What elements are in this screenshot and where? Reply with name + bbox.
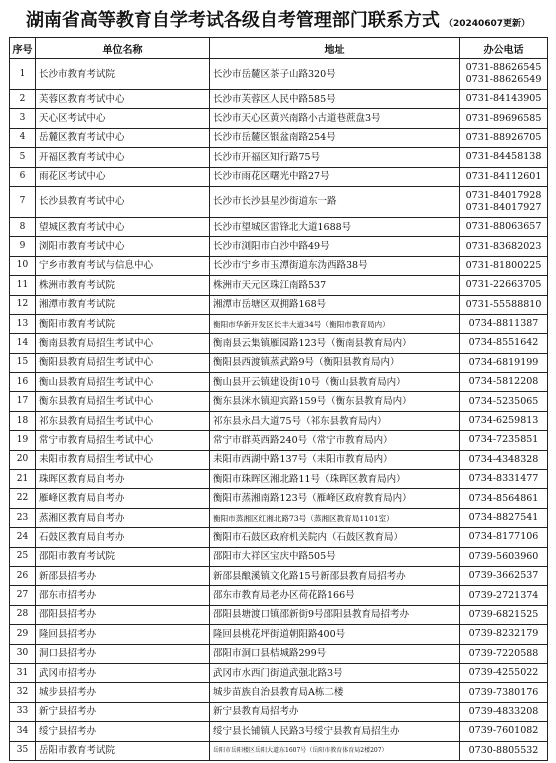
row-unit-name: 邵阳市教育考试院 [36, 547, 210, 566]
row-seq: 30 [10, 644, 36, 663]
row-seq: 13 [10, 314, 36, 333]
row-unit-name: 衡阳市教育考试院 [36, 314, 210, 333]
table-row [10, 644, 548, 663]
table-row [10, 59, 548, 90]
row-phone [460, 702, 548, 721]
row-address: 长沙市岳麓区茶子山路320号 [210, 59, 460, 90]
phone-number: 0731-84017928 [465, 189, 542, 201]
row-phone [460, 109, 548, 128]
row-phone [460, 334, 548, 353]
row-unit-name: 武冈市招考办 [36, 663, 210, 682]
row-unit-name: 邵阳县招考办 [36, 605, 210, 624]
row-address: 长沙市开福区知行路75号 [210, 148, 460, 167]
row-unit-name: 望城区教育考试中心 [36, 217, 210, 236]
table-row [10, 186, 548, 217]
row-unit-name: 邵东市招考办 [36, 586, 210, 605]
row-unit-name: 岳麓区教育考试中心 [36, 128, 210, 147]
row-phone [460, 663, 548, 682]
row-unit-name: 天心区考试中心 [36, 109, 210, 128]
row-address: 长沙市望城区雷锋北大道1688号 [210, 217, 460, 236]
table-row [10, 373, 548, 392]
row-unit-name: 宁乡市教育考试与信息中心 [36, 256, 210, 275]
table-row [10, 148, 548, 167]
row-seq: 2 [10, 90, 36, 109]
row-seq: 33 [10, 702, 36, 721]
phone-number: 0734-6819199 [468, 356, 539, 368]
phone-number: 0731-88626549 [465, 74, 542, 85]
phone-number: 0734-8811387 [468, 318, 539, 330]
row-address: 绥宁县长铺镇人民路3号绥宁县教育局招生办 [210, 722, 460, 741]
table-row [10, 605, 548, 624]
row-phone [460, 353, 548, 372]
row-unit-name: 绥宁县招考办 [36, 722, 210, 741]
row-unit-name: 蒸湘区教育局自考办 [36, 508, 210, 527]
table-row [10, 90, 548, 109]
row-seq: 14 [10, 334, 36, 353]
row-phone [460, 411, 548, 430]
row-seq: 8 [10, 217, 36, 236]
row-phone [460, 431, 548, 450]
row-seq: 35 [10, 741, 36, 760]
phone-number: 0734-8564861 [468, 492, 539, 504]
row-unit-name: 祁东县教育局招生考试中心 [36, 411, 210, 430]
row-address: 衡南县云集镇雁园路123号（衡南县教育局内） [210, 334, 460, 353]
row-seq: 4 [10, 128, 36, 147]
row-seq: 31 [10, 663, 36, 682]
row-phone [460, 605, 548, 624]
row-phone [460, 167, 548, 186]
row-address: 邵东市教育局老办区荷花路166号 [210, 586, 460, 605]
row-phone [460, 128, 548, 147]
row-address: 长沙市岳麓区银盆南路254号 [210, 128, 460, 147]
phone-number: 0739-4255022 [468, 667, 539, 679]
row-address: 衡阳市华新开发区长丰大道34号（衡阳市教育局内） [210, 314, 460, 333]
row-phone [460, 683, 548, 702]
table-row [10, 314, 548, 333]
row-phone [460, 148, 548, 167]
column-header-name: 单位名称 [36, 38, 210, 59]
page-header [0, 6, 556, 34]
phone-number: 0731-84017927 [465, 201, 542, 213]
row-unit-name: 长沙县教育考试中心 [36, 186, 210, 217]
row-unit-name: 隆回县招考办 [36, 625, 210, 644]
table-row [10, 431, 548, 450]
phone-number: 0731-84143905 [465, 93, 542, 105]
row-seq: 26 [10, 566, 36, 585]
phone-number: 0731-84112601 [465, 170, 542, 182]
phone-number: 0734-7235851 [468, 434, 539, 446]
phone-number: 0734-8331477 [468, 473, 539, 485]
row-phone [460, 450, 548, 469]
phone-number: 0734-5812208 [468, 376, 539, 388]
phone-number: 0734-8177106 [468, 531, 539, 543]
row-phone [460, 470, 548, 489]
table-header-row [10, 38, 548, 59]
row-phone [460, 489, 548, 508]
row-phone [460, 59, 548, 90]
row-seq: 22 [10, 489, 36, 508]
row-unit-name: 浏阳市教育考试中心 [36, 237, 210, 256]
table-row [10, 702, 548, 721]
table-row [10, 508, 548, 527]
row-phone [460, 508, 548, 527]
row-address: 新宁县教育局招考办 [210, 702, 460, 721]
row-seq: 27 [10, 586, 36, 605]
table-row [10, 334, 548, 353]
row-address: 邵阳市洞口县桔城路299号 [210, 644, 460, 663]
row-unit-name: 耒阳市教育局招生考试中心 [36, 450, 210, 469]
row-address: 邵阳县塘渡口镇邵新街9号邵阳县教育局招考办 [210, 605, 460, 624]
row-seq: 1 [10, 59, 36, 90]
table-row [10, 450, 548, 469]
row-unit-name: 岳阳市教育考试院 [36, 741, 210, 760]
row-address: 长沙市芙蓉区人民中路585号 [210, 90, 460, 109]
row-unit-name: 石鼓区教育局自考办 [36, 528, 210, 547]
row-address: 株洲市天元区珠江南路537 [210, 276, 460, 295]
row-phone [460, 276, 548, 295]
row-phone [460, 528, 548, 547]
row-phone [460, 314, 548, 333]
phone-number: 0730-8805532 [468, 744, 539, 756]
row-address: 长沙市雨花区曙光中路27号 [210, 167, 460, 186]
row-seq: 32 [10, 683, 36, 702]
row-seq: 16 [10, 373, 36, 392]
row-unit-name: 长沙市教育考试院 [36, 59, 210, 90]
row-seq: 3 [10, 109, 36, 128]
table-row [10, 392, 548, 411]
table-body [10, 59, 548, 761]
row-address: 衡东县洣水镇迎宾路159号（衡东县教育局内） [210, 392, 460, 411]
phone-number: 0731-55588810 [465, 298, 542, 310]
table-row [10, 528, 548, 547]
phone-number: 0739-7601082 [468, 725, 539, 737]
row-seq: 5 [10, 148, 36, 167]
phone-number: 0739-5603960 [468, 550, 539, 562]
table-row [10, 353, 548, 372]
row-address: 长沙市长沙县星沙街道东一路 [210, 186, 460, 217]
table-row [10, 295, 548, 314]
row-unit-name: 衡南县教育局招生考试中心 [36, 334, 210, 353]
row-address: 长沙市宁乡市玉潭街道东沩西路38号 [210, 256, 460, 275]
row-phone [460, 722, 548, 741]
column-header-seq: 序号 [10, 38, 36, 59]
row-seq: 20 [10, 450, 36, 469]
row-address: 湘潭市岳塘区双拥路168号 [210, 295, 460, 314]
row-unit-name: 芙蓉区教育考试中心 [36, 90, 210, 109]
phone-number: 0731-84458138 [465, 151, 542, 163]
phone-number: 0739-7380176 [468, 686, 539, 698]
row-address: 衡山县开云镇建设街10号（衡山县教育局内） [210, 373, 460, 392]
phone-number: 0739-4833208 [468, 705, 539, 717]
row-address: 隆回县桃花坪街道朝阳路400号 [210, 625, 460, 644]
row-address: 耒阳市西湖中路137号（耒阳市教育局内） [210, 450, 460, 469]
row-seq: 19 [10, 431, 36, 450]
row-phone [460, 741, 548, 760]
row-seq: 23 [10, 508, 36, 527]
phone-number: 0731-83682023 [465, 240, 542, 252]
row-phone [460, 547, 548, 566]
phone-number: 0731-88626545 [465, 62, 542, 73]
row-phone [460, 256, 548, 275]
row-seq: 17 [10, 392, 36, 411]
table-row [10, 411, 548, 430]
row-seq: 12 [10, 295, 36, 314]
row-seq: 29 [10, 625, 36, 644]
row-address: 常宁市群英西路240号（常宁市教育局内） [210, 431, 460, 450]
phone-number: 0734-8551642 [468, 337, 539, 349]
phone-number: 0731-88063657 [465, 221, 542, 233]
contact-table [9, 37, 548, 761]
row-seq: 15 [10, 353, 36, 372]
row-unit-name: 珠晖区教育局自考办 [36, 470, 210, 489]
row-unit-name: 湘潭市教育考试院 [36, 295, 210, 314]
row-phone [460, 586, 548, 605]
row-unit-name: 新邵县招考办 [36, 566, 210, 585]
row-seq: 21 [10, 470, 36, 489]
table-row [10, 586, 548, 605]
phone-number: 0739-3662537 [468, 570, 539, 582]
row-address: 衡阳县西渡镇蒸武路9号（衡阳县教育局内） [210, 353, 460, 372]
row-address: 新邵县酿溪镇文化路15号新邵县教育局招考办 [210, 566, 460, 585]
phone-number: 0739-7220588 [468, 647, 539, 659]
row-phone [460, 237, 548, 256]
phone-number: 0734-6259813 [468, 415, 539, 427]
row-address: 衡阳市石鼓区政府机关院内（石鼓区教育局） [210, 528, 460, 547]
row-phone [460, 295, 548, 314]
phone-number: 0734-5235065 [468, 395, 539, 407]
row-unit-name: 衡东县教育局招生考试中心 [36, 392, 210, 411]
row-phone [460, 625, 548, 644]
phone-number: 0731-89696585 [465, 112, 542, 124]
column-header-address: 地址 [210, 38, 460, 59]
update-date: （20240607更新） [443, 19, 531, 29]
table-row [10, 741, 548, 760]
row-address: 城步苗族自治县教育局A栋二楼 [210, 683, 460, 702]
table-row [10, 625, 548, 644]
row-seq: 25 [10, 547, 36, 566]
phone-number: 0731-88926705 [465, 131, 542, 143]
row-phone [460, 644, 548, 663]
table-row [10, 237, 548, 256]
table-row [10, 683, 548, 702]
row-unit-name: 雨花区考试中心 [36, 167, 210, 186]
column-header-phone: 办公电话 [460, 38, 548, 59]
row-unit-name: 开福区教育考试中心 [36, 148, 210, 167]
row-unit-name: 衡山县教育局招生考试中心 [36, 373, 210, 392]
row-seq: 34 [10, 722, 36, 741]
phone-number: 0734-4348328 [468, 453, 539, 465]
row-seq: 18 [10, 411, 36, 430]
row-unit-name: 株洲市教育考试院 [36, 276, 210, 295]
row-phone [460, 373, 548, 392]
row-phone [460, 186, 548, 217]
phone-number: 0731-22663705 [465, 279, 542, 291]
row-address: 邵阳市大祥区宝庆中路505号 [210, 547, 460, 566]
row-seq: 7 [10, 186, 36, 217]
phone-number: 0731-81800225 [465, 259, 542, 271]
row-address: 岳阳市岳阳楼区岳阳大道东1607号（岳阳市教育体育局2楼207） [210, 741, 460, 760]
phone-number: 0739-6821525 [468, 608, 539, 620]
row-seq: 9 [10, 237, 36, 256]
table-row [10, 167, 548, 186]
table-row [10, 722, 548, 741]
table-row [10, 217, 548, 236]
row-address: 长沙市天心区黄兴南路小古道巷蔗盘3号 [210, 109, 460, 128]
row-unit-name: 新宁县招考办 [36, 702, 210, 721]
row-address: 衡阳市蒸湘区红湘北路73号（蒸湘区教育局1101室） [210, 508, 460, 527]
phone-number: 0739-2721374 [468, 589, 539, 601]
table-row [10, 663, 548, 682]
table-row [10, 489, 548, 508]
row-unit-name: 洞口县招考办 [36, 644, 210, 663]
page-title: 湖南省高等教育自学考试各级自考管理部门联系方式 [25, 10, 440, 31]
row-phone [460, 90, 548, 109]
row-seq: 28 [10, 605, 36, 624]
row-address: 武冈市水西门街道武强北路3号 [210, 663, 460, 682]
row-seq: 10 [10, 256, 36, 275]
row-seq: 11 [10, 276, 36, 295]
row-phone [460, 217, 548, 236]
row-address: 祁东县永昌大道75号（祁东县教育局内） [210, 411, 460, 430]
table-row [10, 470, 548, 489]
row-address: 衡阳市珠晖区湘北路11号（珠晖区教育局内） [210, 470, 460, 489]
table-row [10, 109, 548, 128]
table-row [10, 276, 548, 295]
row-unit-name: 常宁市教育局招生考试中心 [36, 431, 210, 450]
row-unit-name: 城步县招考办 [36, 683, 210, 702]
row-phone [460, 392, 548, 411]
row-unit-name: 衡阳县教育局招生考试中心 [36, 353, 210, 372]
table-row [10, 566, 548, 585]
row-address: 长沙市浏阳市白沙中路49号 [210, 237, 460, 256]
row-phone [460, 566, 548, 585]
phone-number: 0739-8232179 [468, 628, 539, 640]
row-address: 衡阳市蒸湘南路123号（雁峰区政府教育局内） [210, 489, 460, 508]
table-row [10, 547, 548, 566]
phone-number: 0734-8827541 [468, 512, 539, 523]
row-seq: 24 [10, 528, 36, 547]
row-seq: 6 [10, 167, 36, 186]
table-row [10, 128, 548, 147]
table-row [10, 256, 548, 275]
row-unit-name: 雁峰区教育局自考办 [36, 489, 210, 508]
